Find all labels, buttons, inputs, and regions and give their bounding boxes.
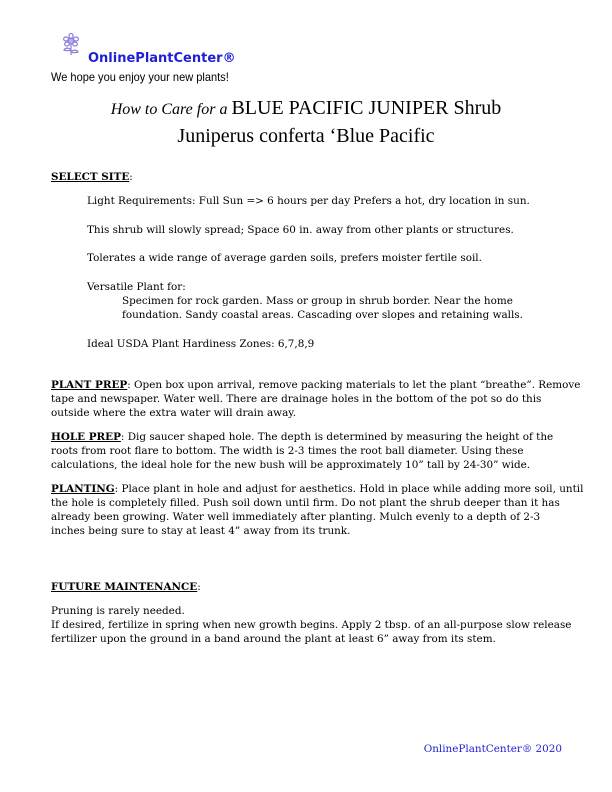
title-prefix: How to Care for a [110,101,228,118]
hardiness-zones: Ideal USDA Plant Hardiness Zones: 6,7,8,9 [87,338,315,350]
planting-line-4: inches being sure to stay at least 4” away from its trunk. [51,525,351,537]
hole-prep-line-1: HOLE PREP: Dig saucer shaped hole. The depth is determined by measuring the height of the [51,431,554,443]
page-title [0,97,612,120]
versatile-line-2: foundation. Sandy coastal areas. Cascading over slopes and retaining walls. [122,309,523,321]
plant-prep-line-1: PLANT PREP: Open box upon arrival, remove packing materials to let the plant “breathe”. Remove [51,379,581,391]
versatile-label: Versatile Plant for: [87,281,186,293]
brand-name: OnlinePlantCenter® [88,51,236,66]
plant-prep-line-3: outside where the extra water will drain away. [51,407,297,419]
hole-prep-heading: HOLE PREP [51,431,121,443]
maintenance-line-3: fertilizer upon the ground in a band around the plant at least 6” away from its stem. [51,633,496,645]
light-requirements: Light Requirements: Full Sun => 6 hours per day Prefers a hot, dry location in sun. [87,195,530,207]
versatile-line-1: Specimen for rock garden. Mass or group in shrub border. Near the home [122,295,513,307]
title-main: BLUE PACIFIC JUNIPER Shrub [231,97,502,119]
plant-prep-heading: PLANT PREP [51,379,128,391]
select-site-heading: SELECT SITE: [51,171,133,183]
plant-prep-line-2: tape and newspaper. Water well. There are drainage holes in the bottom of the pot so do this [51,393,542,405]
footer-copyright: OnlinePlantCenter® 2020 [423,743,562,755]
maintenance-line-1: Pruning is rarely needed. [51,605,185,617]
flower-icon [60,33,82,57]
hole-prep-line-2: roots from root flare to bottom. The width is 2-3 times the root ball diameter. Using these [51,445,524,457]
maintenance-line-2: If desired, fertilize in spring when new growth begins. Apply 2 tbsp. of an all-purpose slow release [51,619,572,631]
spread-info: This shrub will slowly spread; Space 60 in. away from other plants or structures. [87,224,514,236]
tagline: We hope you enjoy your new plants! [51,70,229,84]
latin-name: Juniperus conferta ‘Blue Pacific [177,125,435,147]
hole-prep-line-3: calculations, the ideal hole for the new bush will be approximately 10” tall by 24-30” wide. [51,459,531,471]
planting-line-3: already been growing. Water well immediately after planting. Mulch evenly to a depth of 2-3 [51,511,541,523]
soil-info: Tolerates a wide range of average garden soils, prefers moister fertile soil. [87,252,482,264]
future-maintenance-heading: FUTURE MAINTENANCE: [51,581,201,593]
planting-line-1: PLANTING: Place plant in hole and adjust for aesthetics. Hold in place while adding more soil, until [51,483,584,495]
planting-line-2: the hole is completely filled. Push soil down until firm. Do not plant the shrub deeper than it has [51,497,560,509]
planting-heading: PLANTING [51,483,115,495]
